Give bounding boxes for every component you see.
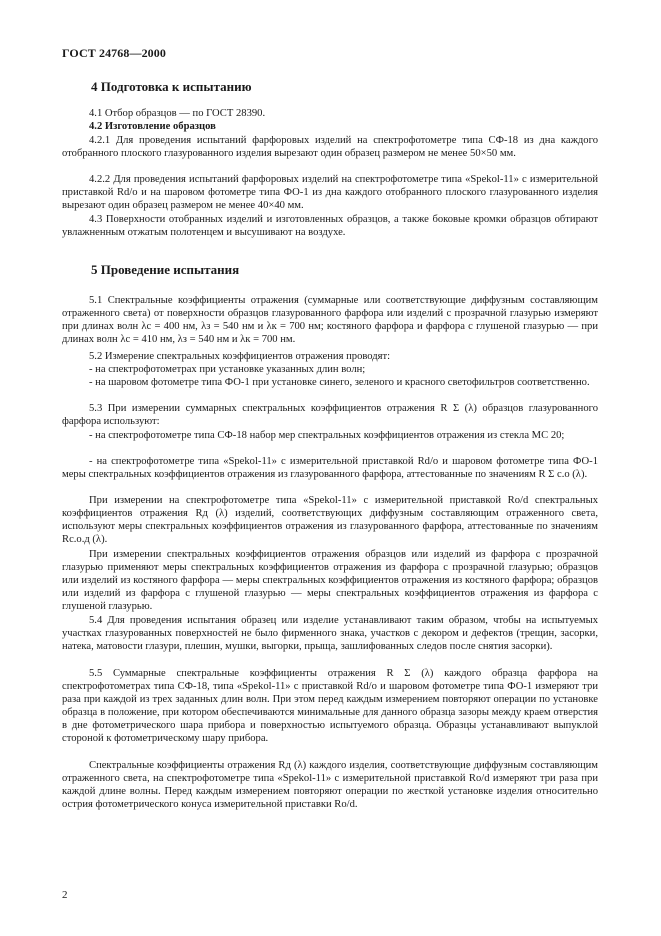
paragraph-5-4: 5.4 Для проведения испытания образец или изделие устанавливают таким образом, чтобы на испытуемых участках глазурованных поверхностей не было фирменного знака, участков с декором и дефектов (трещин, засорки, натека, матовости глазури, плешин, мушки, выгорки, прыща, зашлифованных следов после снятия засорки). [62, 615, 598, 653]
paragraph-4-3: 4.3 Поверхности отобранных изделий и изготовленных образцов, а также боковые кромки образцов обтирают увлажненным отжатым полотенцем и высушивают на воздухе. [62, 214, 598, 239]
paragraph-5-2: 5.2 Измерение спектральных коэффициентов отражения проводят: [89, 351, 391, 362]
paragraph-5-3-a: - на спектрофотометре типа СФ-18 набор мер спектральных коэффициентов отражения из стекла МС 20; [89, 430, 565, 441]
section-5-title: 5 Проведение испытания [91, 262, 240, 277]
paragraph-4-1: 4.1 Отбор образцов — по ГОСТ 28390. [89, 108, 266, 119]
section-4-title: 4 Подготовка к испытанию [91, 79, 252, 94]
paragraph-5-3: 5.3 При измерении суммарных спектральных коэффициентов отражения R Σ (λ) образцов глазурованного фарфора используют: [62, 403, 598, 428]
paragraph-4-2-2: 4.2.2 Для проведения испытаний фарфоровых изделий на спектрофотометре типа «Spekol-11» с измерительной приставкой Rd/o и на шаровом фотометре типа ФО-1 из дна каждого отобранного плоского глазурованного изделия вырезают один образец размером не менее 40×40 мм. [62, 174, 598, 212]
paragraph-5-2-b: - на шаровом фотометре типа ФО-1 при установке синего, зеленого и красного светофильтров соответственно. [89, 377, 590, 388]
paragraph-4-2-1: 4.2.1 Для проведения испытаний фарфоровых изделий на спектрофотометре типа СФ-18 из дна каждого отобранного плоского глазурованного изделия вырезают один образец размером не менее 50×50 мм. [62, 135, 598, 160]
paragraph-4-2: 4.2 Изготовление образцов [89, 121, 216, 132]
paragraph-5-5-b: Спектральные коэффициенты отражения Rд (λ) каждого изделия, соответствующие диффузным составляющим отраженного света, на спектрофотометре типа «Spekol-11» с измерительной приставкой Ro/d измеряют три раза при каждой длине волны. Перед каждым измерением повторяют операции по жесткой установке изделия относительно острия фотометрического конуса измерительной приставки Ro/d. [62, 760, 598, 811]
paragraph-5-2-a: - на спектрофотометрах при установке указанных длин волн; [89, 364, 366, 375]
page-number: 2 [62, 889, 68, 901]
document-header: ГОСТ 24768—2000 [62, 46, 166, 60]
paragraph-5-3-c: При измерении на спектрофотометре типа «Spekol-11» с измерительной приставкой Ro/d спектральных коэффициентов отражения Rд (λ) изделий, соответствующих диффузным составляющим отраженного света, используют меры спектральных коэффициентов отражения из глазурованного фарфора, аттестованные по значениям Rс.о.д (λ). [62, 495, 598, 546]
paragraph-5-3-b: - на спектрофотометре типа «Spekol-11» с измерительной приставкой Rd/o и шаровом фотометре типа ФО-1 меры спектральных коэффициентов отражения из глазурованного фарфора, аттестованные по значениям R Σ с.о (λ). [62, 456, 598, 481]
paragraph-5-3-d: При измерении спектральных коэффициентов отражения образцов или изделий из фарфора с прозрачной глазурью применяют меры спектральных коэффициентов отражения из фарфора с прозрачной глазурью; образцов или изделий из костяного фарфора — меры спектральных коэффициентов отражения из костяного фарфора; образцов или изделий из фарфора с глушеной глазурью — меры спектральных коэффициентов отражения из фарфора с глушеной глазурью. [62, 549, 598, 613]
paragraph-5-5: 5.5 Суммарные спектральные коэффициенты отражения R Σ (λ) каждого образца фарфора на спектрофотометрах типа СФ-18, типа «Spekol-11» с приставкой Rd/o и шаровом фотометре типа ФО-1 измеряют три раза при каждой из трех заданных длин волн. При этом перед каждым измерением повторяют операции по установке образца в положение, при котором обеспечиваются минимальные для данного образца зазоры между краем отверстия в дне фотометрического шара прибора и поверхностью испытуемого образца. Образцы устанавливают выпуклой стороной к фотометрическому шару прибора. [62, 668, 598, 745]
paragraph-5-1: 5.1 Спектральные коэффициенты отражения (суммарные или соответствующие диффузным составляющим отраженного света) от поверхности образцов глазурованного фарфора или изделий с прозрачной глазурью измеряют при длинах волн λс = 400 нм, λз = 540 нм и λк = 700 нм; костяного фарфора и фарфора с глушеной глазурью — при длинах волн λс = 410 нм, λз = 540 нм и λк = 700 нм. [62, 295, 598, 346]
